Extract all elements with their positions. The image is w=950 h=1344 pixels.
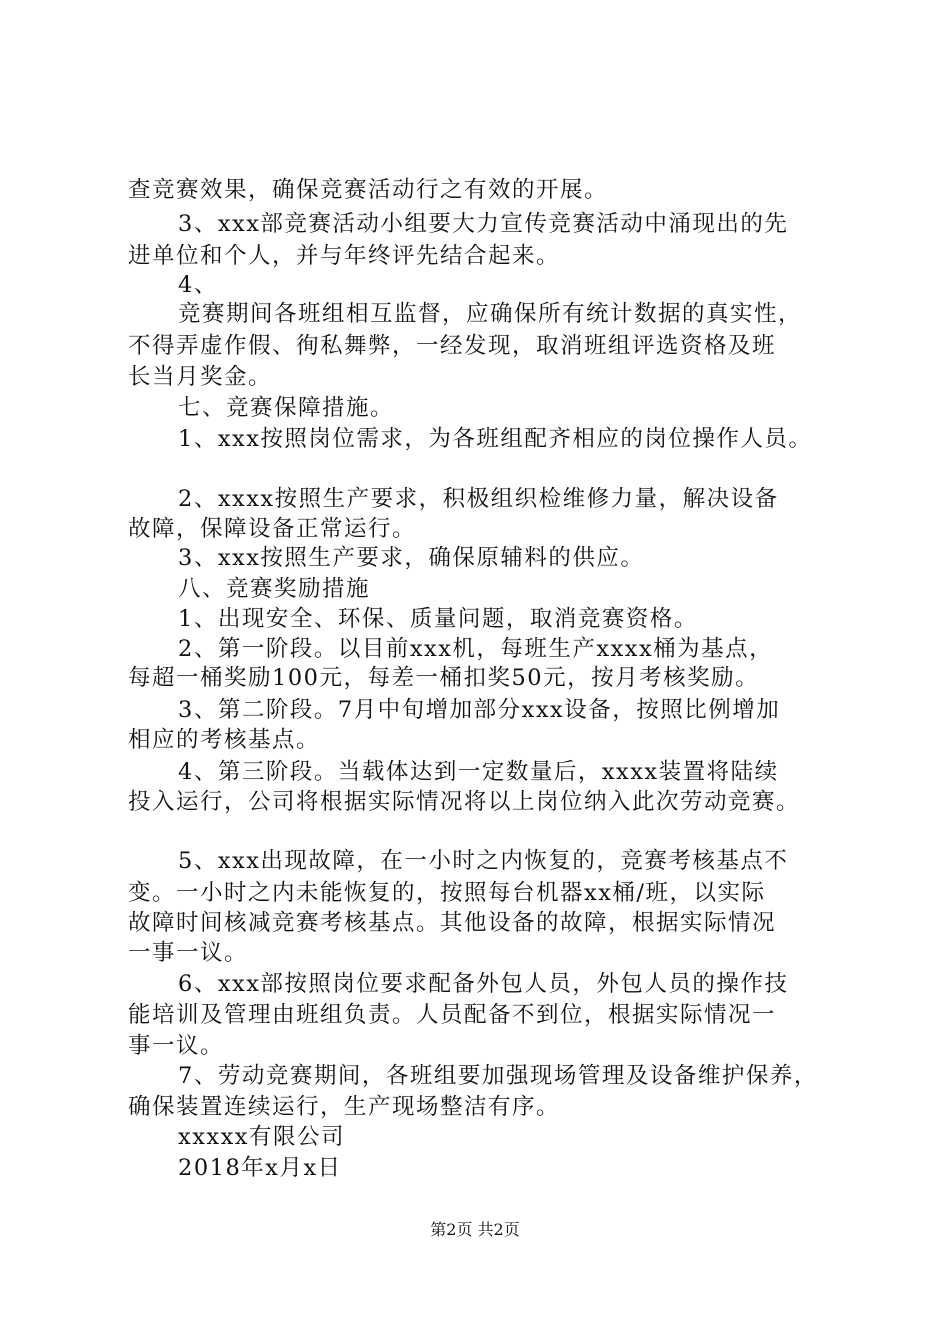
signature-company: xxxxx有限公司: [178, 1124, 345, 1150]
body-line: 一事一议。: [128, 940, 249, 966]
page-footer: 第2页 共2页: [430, 1220, 520, 1239]
section-heading: 七、竞赛保障措施。: [178, 395, 395, 421]
body-line: 3、第二阶段。7月中旬增加部分xxx设备，按照比例增加: [178, 697, 781, 723]
body-line: 7、劳动竞赛期间，各班组要加强现场管理及设备维护保养，: [178, 1063, 818, 1089]
body-line: 1、xxx按照岗位需求，为各班组配齐相应的岗位操作人员。: [178, 426, 813, 452]
body-line: 2、第一阶段。以目前xxx机，每班生产xxxx桶为基点，: [178, 636, 774, 662]
body-line: 相应的考核基点。: [128, 727, 321, 753]
body-line: 故障时间核减竞赛考核基点。其他设备的故障，根据实际情况: [128, 910, 777, 936]
body-line: 1、出现安全、环保、质量问题，取消竞赛资格。: [178, 606, 698, 632]
body-line: 进单位和个人，并与年终评先结合起来。: [128, 243, 561, 269]
body-line: 不得弄虚作假、徇私舞弊，一经发现，取消班组评选资格及班: [128, 333, 777, 359]
body-line: 投入运行，公司将根据实际情况将以上岗位纳入此次劳动竞赛。: [128, 789, 801, 815]
body-line: 确保装置连续运行，生产现场整洁有序。: [128, 1094, 561, 1120]
body-line: 4、: [178, 272, 218, 298]
body-line: 事一议。: [128, 1033, 225, 1059]
body-line: 每超一桶奖励100元，每差一桶扣奖50元，按月考核奖励。: [128, 665, 760, 691]
body-line: 查竞赛效果，确保竞赛活动行之有效的开展。: [128, 177, 609, 203]
body-line: 故障，保障设备正常运行。: [128, 516, 417, 542]
body-line: 能培训及管理由班组负责。人员配备不到位，根据实际情况一: [128, 1002, 777, 1028]
body-line: 2、xxxx按照生产要求，积极组织检维修力量，解决设备: [178, 486, 779, 512]
body-line: 竞赛期间各班组相互监督，应确保所有统计数据的真实性，: [178, 301, 803, 327]
body-line: 变。一小时之内未能恢复的，按照每台机器xx桶/班，以实际: [128, 880, 766, 906]
body-line: 6、xxx部按照岗位要求配备外包人员，外包人员的操作技: [178, 971, 789, 997]
body-line: 5、xxx出现故障，在一小时之内恢复的，竞赛考核基点不: [178, 848, 789, 874]
body-line: 3、xxx部竞赛活动小组要大力宣传竞赛活动中涌现出的先: [178, 211, 789, 237]
signature-date: 2018年x月x日: [178, 1155, 342, 1181]
body-line: 长当月奖金。: [128, 364, 273, 390]
body-line: 4、第三阶段。当载体达到一定数量后，xxxx装置将陆续: [178, 759, 779, 785]
body-line: 3、xxx按照生产要求，确保原辅料的供应。: [178, 545, 645, 571]
section-heading: 八、竞赛奖励措施: [178, 576, 371, 602]
